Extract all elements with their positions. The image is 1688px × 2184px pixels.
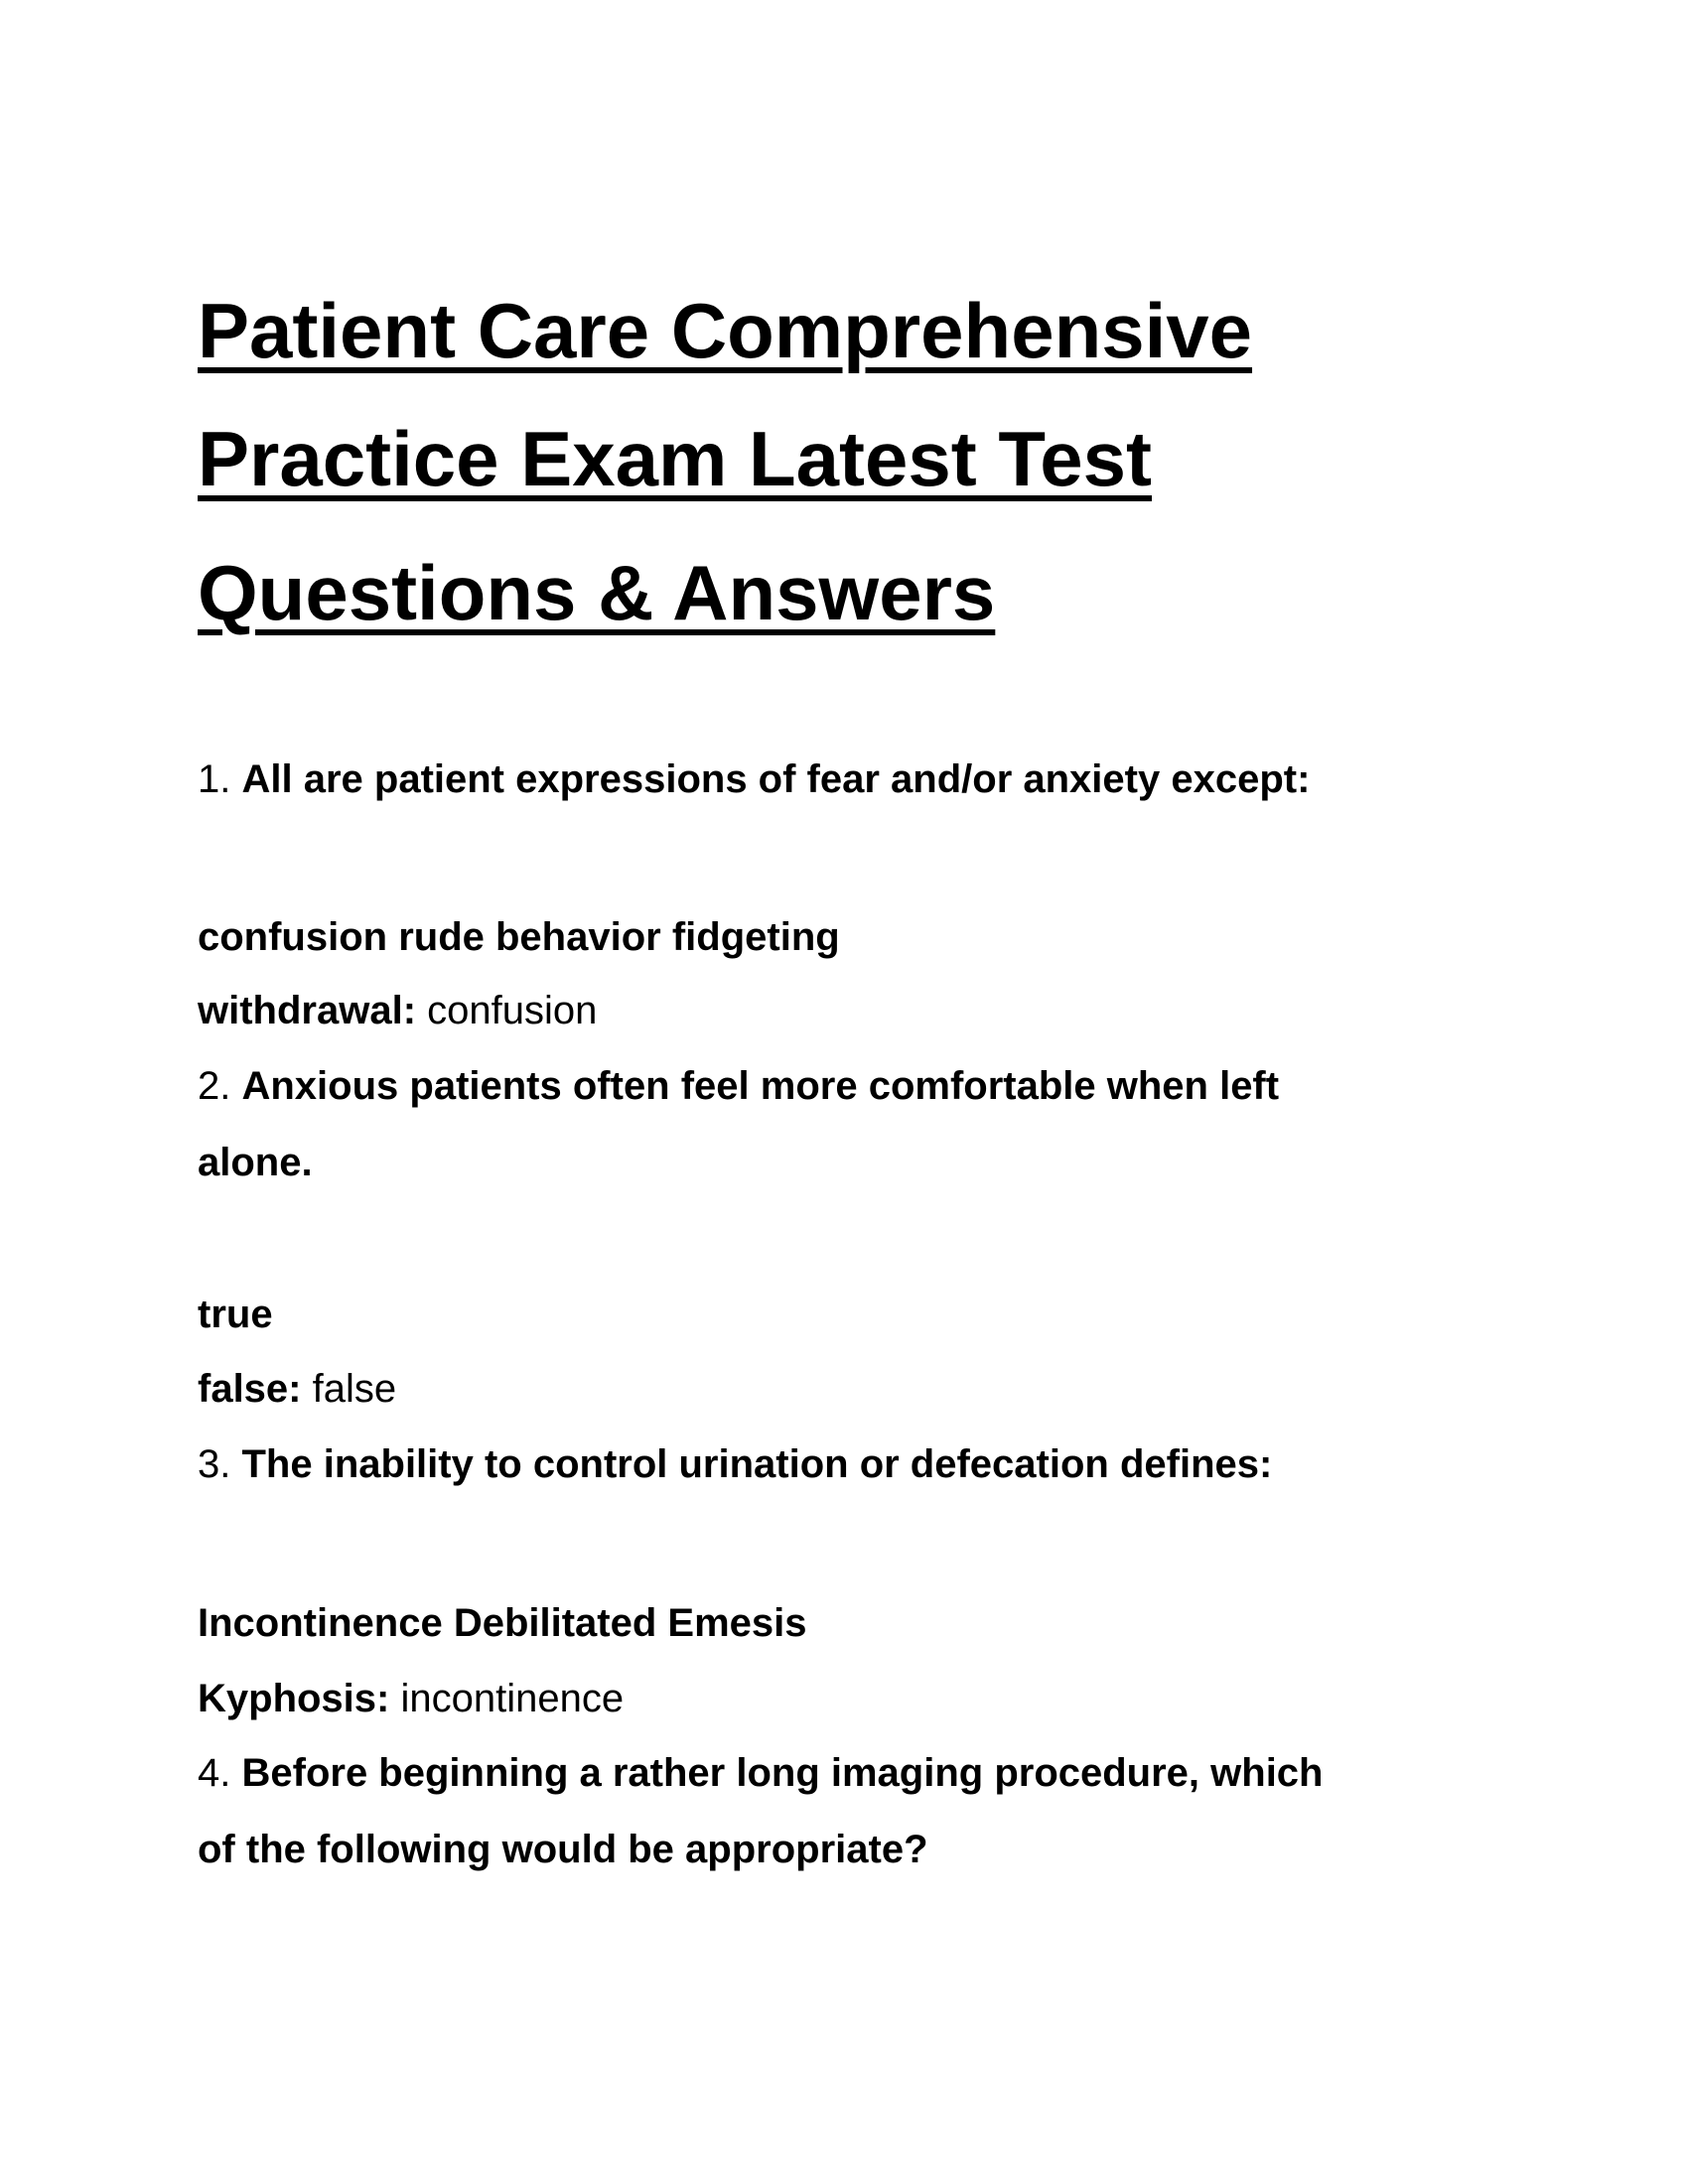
question-text: All are patient expressions of fear and/or anxiety except:	[241, 757, 1311, 801]
question-number: 3.	[198, 1442, 231, 1486]
title-line: Patient Care Comprehensive	[198, 287, 1253, 374]
last-option: false:	[198, 1367, 302, 1411]
question-number: 1.	[198, 757, 231, 801]
title-line: Practice Exam Latest Test	[198, 415, 1153, 502]
question-1	[198, 742, 1310, 817]
answer-text: confusion	[427, 989, 598, 1032]
question-2	[198, 1048, 1279, 1124]
question-number: 2.	[198, 1064, 231, 1108]
question-2-cont	[198, 1125, 313, 1200]
question-text: Before beginning a rather long imaging procedure, which	[241, 1751, 1324, 1795]
question-text: of the following would be appropriate?	[198, 1828, 928, 1871]
answer-text: incontinence	[400, 1677, 625, 1720]
options-text: Incontinence Debilitated Emesis	[198, 1601, 807, 1645]
title-line: Questions & Answers	[198, 549, 996, 636]
last-option: Kyphosis:	[198, 1677, 390, 1720]
question-text: Anxious patients often feel more comfortable when left	[241, 1064, 1280, 1108]
question-2-options	[198, 1277, 273, 1352]
question-3	[198, 1427, 1272, 1502]
question-text: The inability to control urination or defecation defines:	[241, 1442, 1273, 1486]
question-2-answer	[198, 1351, 396, 1427]
question-4	[198, 1735, 1324, 1811]
last-option: withdrawal:	[198, 989, 417, 1032]
question-text: alone.	[198, 1141, 313, 1184]
question-1-options	[198, 899, 840, 975]
question-number: 4.	[198, 1751, 231, 1795]
question-3-options	[198, 1585, 807, 1661]
question-1-answer	[198, 973, 597, 1048]
options-text: true	[198, 1293, 273, 1336]
options-text: confusion rude behavior fidgeting	[198, 915, 840, 959]
question-4-cont	[198, 1812, 928, 1887]
answer-text: false	[312, 1367, 397, 1411]
question-3-answer	[198, 1661, 624, 1736]
